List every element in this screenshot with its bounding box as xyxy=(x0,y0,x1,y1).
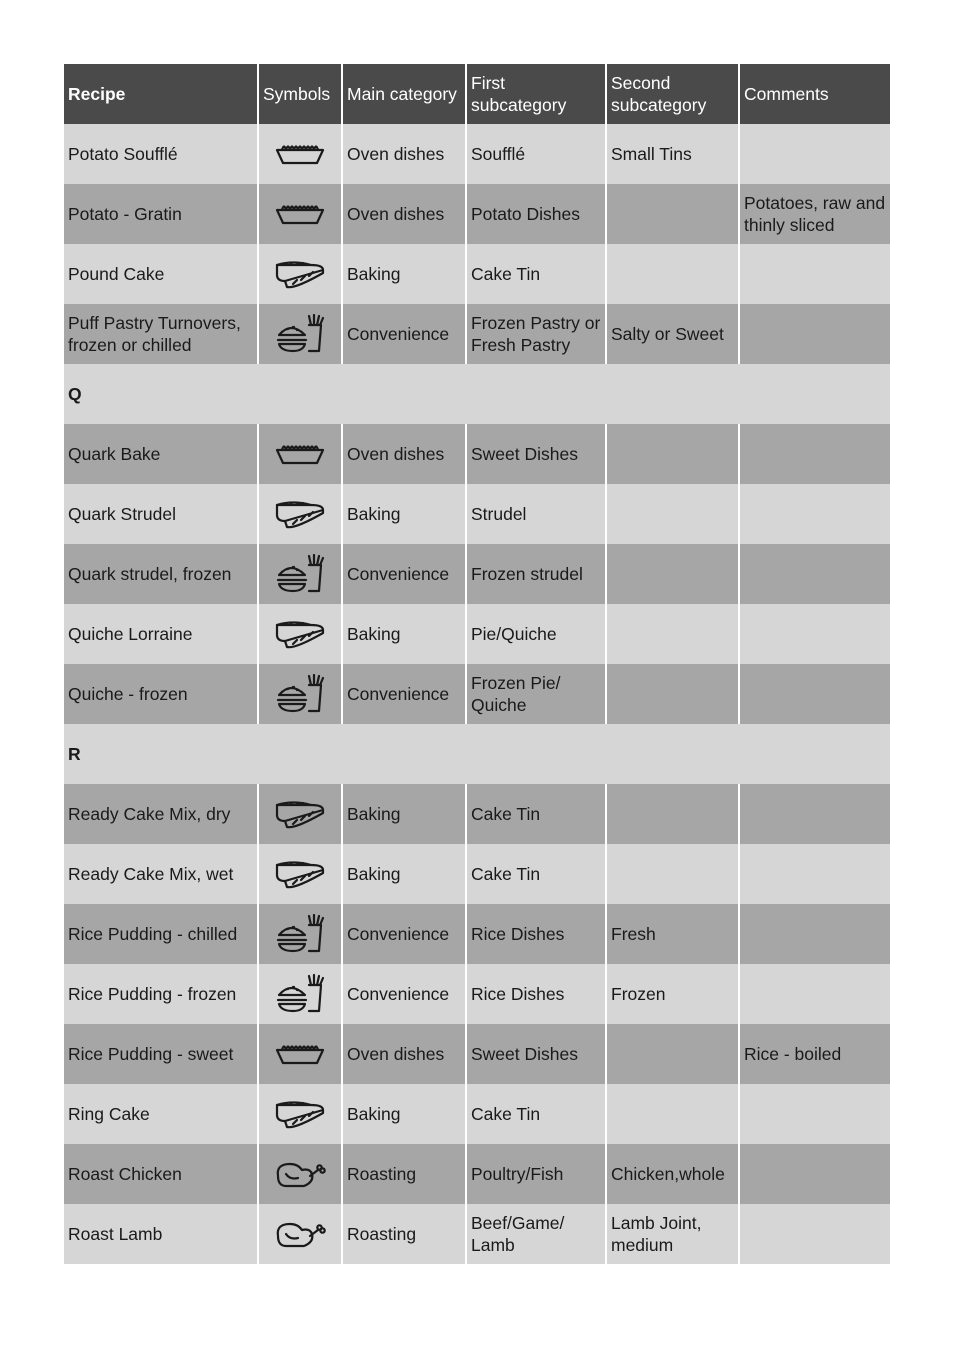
symbol-cell xyxy=(258,964,342,1024)
recipe-cell: Rice Pudding - sweet xyxy=(64,1024,258,1084)
second-subcategory-cell xyxy=(606,1084,739,1144)
main-category-cell: Baking xyxy=(342,784,466,844)
symbol-cell xyxy=(258,1024,342,1084)
symbol-cell xyxy=(258,1084,342,1144)
table-body xyxy=(64,124,890,1264)
table-row xyxy=(64,424,890,484)
symbol-cell xyxy=(258,184,342,244)
comments-cell: Rice - boiled xyxy=(739,1024,890,1084)
symbol-cell xyxy=(258,1144,342,1204)
recipe-cell: Potato Soufflé xyxy=(64,124,258,184)
convenience-icon xyxy=(263,673,337,715)
roasting-icon xyxy=(263,1216,337,1252)
table-row xyxy=(64,184,890,244)
first-subcategory-cell: Frozen strudel xyxy=(466,544,606,604)
recipe-cell: Ring Cake xyxy=(64,1084,258,1144)
second-subcategory-cell: Frozen xyxy=(606,964,739,1024)
first-subcategory-cell: Rice Dishes xyxy=(466,904,606,964)
comments-cell xyxy=(739,604,890,664)
convenience-icon xyxy=(263,553,337,595)
second-subcategory-cell xyxy=(606,184,739,244)
comments-cell xyxy=(739,304,890,364)
main-category-cell: Baking xyxy=(342,484,466,544)
convenience-icon xyxy=(263,913,337,955)
comments-cell: Potatoes, raw and thinly sliced xyxy=(739,184,890,244)
first-subcategory-cell: Soufflé xyxy=(466,124,606,184)
table-row xyxy=(64,844,890,904)
comments-cell xyxy=(739,904,890,964)
main-category-cell: Oven dishes xyxy=(342,124,466,184)
main-category-cell: Convenience xyxy=(342,964,466,1024)
symbol-cell xyxy=(258,604,342,664)
comments-cell xyxy=(739,1084,890,1144)
convenience-icon xyxy=(263,313,337,355)
column-header-second-subcategory: Second subcategory xyxy=(606,64,739,124)
recipe-cell: Rice Pudding - frozen xyxy=(64,964,258,1024)
second-subcategory-cell xyxy=(606,784,739,844)
symbol-cell xyxy=(258,784,342,844)
section-row xyxy=(64,724,890,784)
section-letter: Q xyxy=(64,364,890,424)
recipe-cell: Quiche Lorraine xyxy=(64,604,258,664)
main-category-cell: Oven dishes xyxy=(342,184,466,244)
recipe-cell: Roast Chicken xyxy=(64,1144,258,1204)
comments-cell xyxy=(739,424,890,484)
table-row xyxy=(64,1204,890,1264)
table-row xyxy=(64,784,890,844)
recipe-cell: Quark Strudel xyxy=(64,484,258,544)
comments-cell xyxy=(739,244,890,304)
oven-dish-icon xyxy=(263,439,337,469)
table-row xyxy=(64,484,890,544)
table-row xyxy=(64,604,890,664)
comments-cell xyxy=(739,784,890,844)
first-subcategory-cell: Pie/Quiche xyxy=(466,604,606,664)
table-row xyxy=(64,304,890,364)
second-subcategory-cell: Lamb Joint, medium xyxy=(606,1204,739,1264)
main-category-cell: Baking xyxy=(342,244,466,304)
oven-dish-icon xyxy=(263,1039,337,1069)
symbol-cell xyxy=(258,424,342,484)
first-subcategory-cell: Sweet Dishes xyxy=(466,1024,606,1084)
recipe-cell: Quark strudel, frozen xyxy=(64,544,258,604)
main-category-cell: Baking xyxy=(342,844,466,904)
table-row xyxy=(64,244,890,304)
first-subcategory-cell: Frozen Pastry or Fresh Pastry xyxy=(466,304,606,364)
comments-cell xyxy=(739,964,890,1024)
recipe-cell: Ready Cake Mix, wet xyxy=(64,844,258,904)
recipe-cell: Puff Pastry Turnovers, frozen or chilled xyxy=(64,304,258,364)
table-row xyxy=(64,124,890,184)
second-subcategory-cell: Chicken,whole xyxy=(606,1144,739,1204)
second-subcategory-cell xyxy=(606,844,739,904)
first-subcategory-cell: Beef/Game/ Lamb xyxy=(466,1204,606,1264)
second-subcategory-cell xyxy=(606,544,739,604)
second-subcategory-cell: Fresh xyxy=(606,904,739,964)
column-header-symbols: Symbols xyxy=(258,64,342,124)
table-row xyxy=(64,544,890,604)
recipe-cell: Pound Cake xyxy=(64,244,258,304)
main-category-cell: Roasting xyxy=(342,1204,466,1264)
baking-icon xyxy=(263,1097,337,1131)
oven-dish-icon xyxy=(263,199,337,229)
recipe-cell: Quark Bake xyxy=(64,424,258,484)
second-subcategory-cell xyxy=(606,1024,739,1084)
comments-cell xyxy=(739,484,890,544)
symbol-cell xyxy=(258,244,342,304)
table-row xyxy=(64,1024,890,1084)
second-subcategory-cell xyxy=(606,484,739,544)
first-subcategory-cell: Cake Tin xyxy=(466,844,606,904)
column-header-recipe: Recipe xyxy=(64,64,258,124)
second-subcategory-cell xyxy=(606,244,739,304)
section-letter: R xyxy=(64,724,890,784)
symbol-cell xyxy=(258,544,342,604)
table-row xyxy=(64,904,890,964)
symbol-cell xyxy=(258,904,342,964)
recipe-cell: Ready Cake Mix, dry xyxy=(64,784,258,844)
recipe-cell: Quiche - frozen xyxy=(64,664,258,724)
table-row xyxy=(64,964,890,1024)
main-category-cell: Convenience xyxy=(342,664,466,724)
column-header-main-category: Main category xyxy=(342,64,466,124)
recipe-cell: Roast Lamb xyxy=(64,1204,258,1264)
first-subcategory-cell: Cake Tin xyxy=(466,1084,606,1144)
column-header-first-subcategory: First subcategory xyxy=(466,64,606,124)
first-subcategory-cell: Potato Dishes xyxy=(466,184,606,244)
second-subcategory-cell xyxy=(606,664,739,724)
symbol-cell xyxy=(258,484,342,544)
symbol-cell xyxy=(258,844,342,904)
baking-icon xyxy=(263,257,337,291)
comments-cell xyxy=(739,1204,890,1264)
first-subcategory-cell: Sweet Dishes xyxy=(466,424,606,484)
table-row xyxy=(64,1084,890,1144)
symbol-cell xyxy=(258,664,342,724)
main-category-cell: Convenience xyxy=(342,904,466,964)
baking-icon xyxy=(263,797,337,831)
column-header-comments: Comments xyxy=(739,64,890,124)
baking-icon xyxy=(263,857,337,891)
comments-cell xyxy=(739,664,890,724)
main-category-cell: Roasting xyxy=(342,1144,466,1204)
symbol-cell xyxy=(258,1204,342,1264)
recipe-cell: Rice Pudding - chilled xyxy=(64,904,258,964)
first-subcategory-cell: Cake Tin xyxy=(466,784,606,844)
recipe-cell: Potato - Gratin xyxy=(64,184,258,244)
baking-icon xyxy=(263,497,337,531)
main-category-cell: Oven dishes xyxy=(342,424,466,484)
comments-cell xyxy=(739,1144,890,1204)
second-subcategory-cell xyxy=(606,424,739,484)
table-row xyxy=(64,664,890,724)
convenience-icon xyxy=(263,973,337,1015)
first-subcategory-cell: Poultry/Fish xyxy=(466,1144,606,1204)
main-category-cell: Convenience xyxy=(342,544,466,604)
main-category-cell: Oven dishes xyxy=(342,1024,466,1084)
symbol-cell xyxy=(258,304,342,364)
main-category-cell: Baking xyxy=(342,604,466,664)
section-row xyxy=(64,364,890,424)
first-subcategory-cell: Frozen Pie/ Quiche xyxy=(466,664,606,724)
second-subcategory-cell xyxy=(606,604,739,664)
oven-dish-icon xyxy=(263,139,337,169)
comments-cell xyxy=(739,844,890,904)
table-header-row xyxy=(64,64,890,124)
roasting-icon xyxy=(263,1156,337,1192)
recipe-table xyxy=(64,64,890,1264)
first-subcategory-cell: Strudel xyxy=(466,484,606,544)
main-category-cell: Baking xyxy=(342,1084,466,1144)
main-category-cell: Convenience xyxy=(342,304,466,364)
table-row xyxy=(64,1144,890,1204)
symbol-cell xyxy=(258,124,342,184)
comments-cell xyxy=(739,544,890,604)
first-subcategory-cell: Rice Dishes xyxy=(466,964,606,1024)
baking-icon xyxy=(263,617,337,651)
comments-cell xyxy=(739,124,890,184)
second-subcategory-cell: Small Tins xyxy=(606,124,739,184)
first-subcategory-cell: Cake Tin xyxy=(466,244,606,304)
second-subcategory-cell: Salty or Sweet xyxy=(606,304,739,364)
